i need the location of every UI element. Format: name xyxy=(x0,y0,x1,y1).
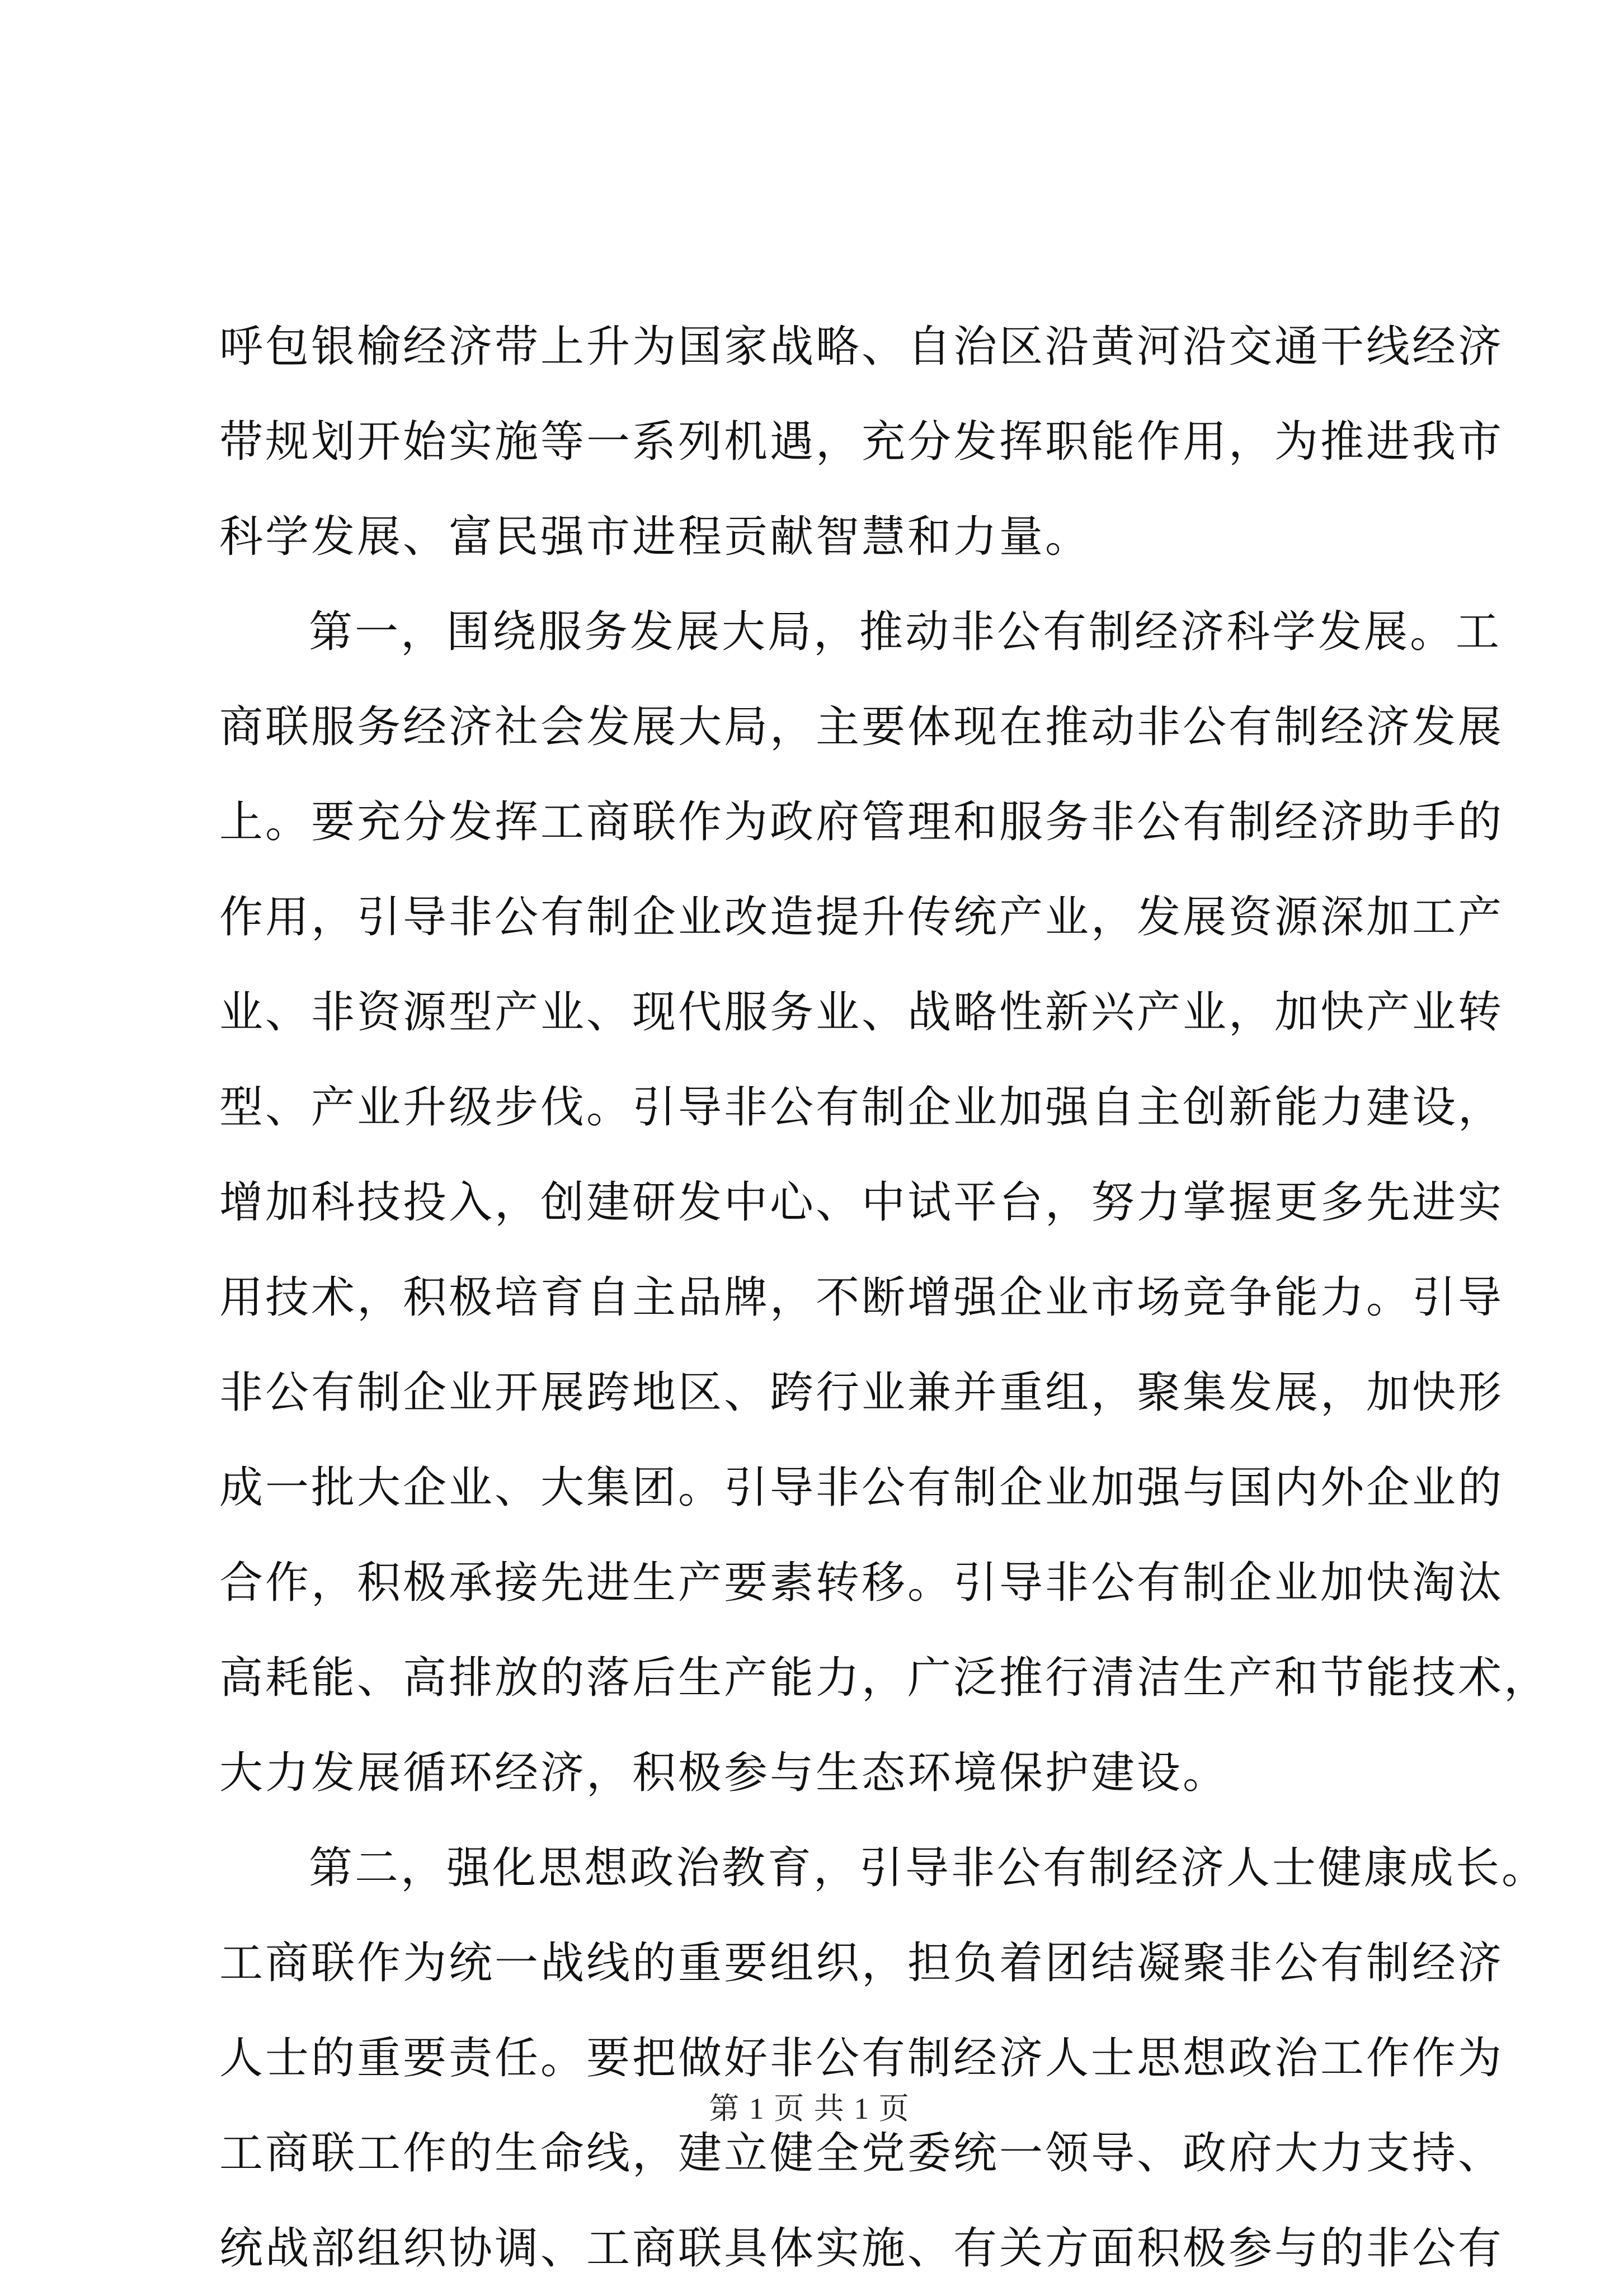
text-line-18: 工商联作为统一战线的重要组织，担负着团结凝聚非公有制经济 xyxy=(219,1938,1504,1988)
text-line-1: 呼包银榆经济带上升为国家战略、自治区沿黄河沿交通干线经济 xyxy=(219,322,1504,372)
text-line-6: 上。要充分发挥工商联作为政府管理和服务非公有制经济助手的 xyxy=(219,797,1504,847)
text-line-13: 成一批大企业、大集团。引导非公有制企业加强与国内外企业的 xyxy=(219,1463,1504,1513)
text-line-9: 型、产业升级步伐。引导非公有制企业加强自主创新能力建设， xyxy=(219,1082,1504,1133)
text-line-5: 商联服务经济社会发展大局，主要体现在推动非公有制经济发展 xyxy=(219,702,1504,752)
text-line-11: 用技术，积极培育自主品牌，不断增强企业市场竞争能力。引导 xyxy=(219,1272,1504,1323)
text-line-16: 大力发展循环经济，积极参与生态环境保护建设。 xyxy=(219,1748,1229,1798)
text-line-10: 增加科技投入，创建研发中心、中试平台，努力掌握更多先进实 xyxy=(219,1177,1504,1228)
text-line-12: 非公有制企业开展跨地区、跨行业兼并重组，聚集发展，加快形 xyxy=(219,1368,1504,1418)
page-number-footer: 第 1 页 共 1 页 xyxy=(709,2092,910,2125)
text-line-4: 第一，围绕服务发展大局，推动非公有制经济科学发展。工 xyxy=(309,607,1502,657)
text-line-2: 带规划开始实施等一系列机遇，充分发挥职能作用，为推进我市 xyxy=(219,417,1504,467)
text-line-20: 工商联工作的生命线，建立健全党委统一领导、政府大力支持、 xyxy=(219,2128,1504,2179)
text-line-21: 统战部组织协调、工商联具体实施、有关方面积极参与的非公有 xyxy=(219,2223,1504,2274)
text-line-3: 科学发展、富民强市进程贡献智慧和力量。 xyxy=(219,512,1091,562)
text-line-19: 人士的重要责任。要把做好非公有制经济人士思想政治工作作为 xyxy=(219,2033,1504,2083)
text-line-7: 作用，引导非公有制企业改造提升传统产业，发展资源深加工产 xyxy=(219,892,1504,942)
text-line-14: 合作，积极承接先进生产要素转移。引导非公有制企业加快淘汰 xyxy=(219,1558,1504,1608)
text-line-15: 高耗能、高排放的落后生产能力，广泛推行清洁生产和节能技术， xyxy=(219,1653,1550,1703)
text-line-8: 业、非资源型产业、现代服务业、战略性新兴产业，加快产业转 xyxy=(219,987,1504,1038)
document-body xyxy=(219,299,1550,2296)
text-line-17: 第二，强化思想政治教育，引导非公有制经济人士健康成长。 xyxy=(309,1843,1548,1893)
